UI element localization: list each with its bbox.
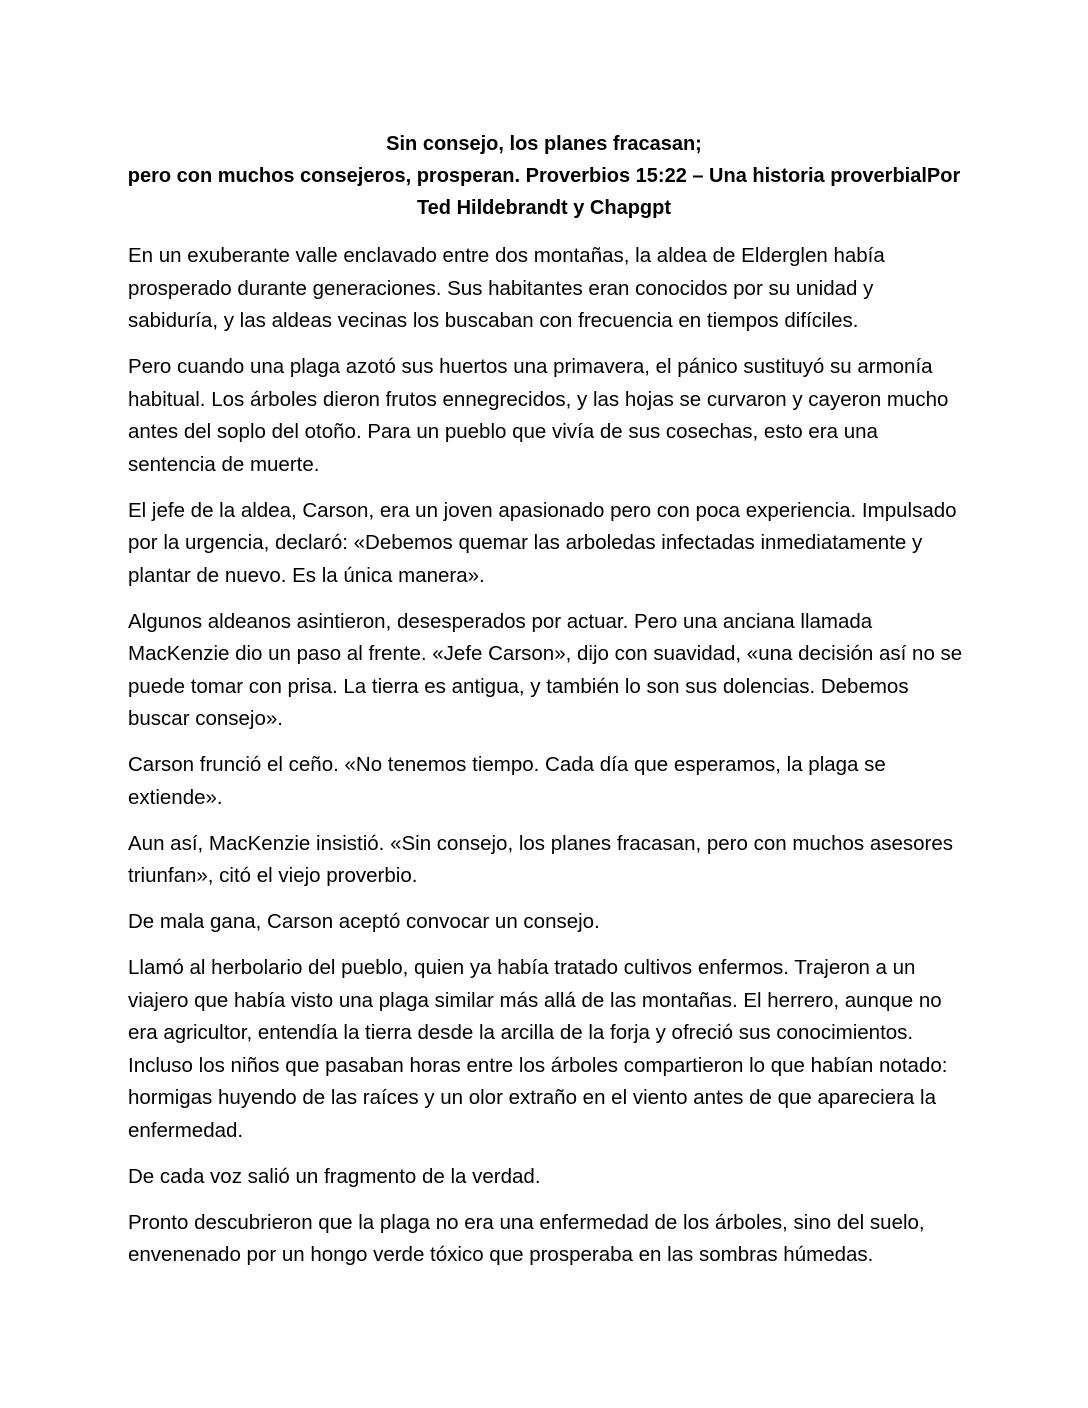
title-line-1: Sin consejo, los planes fracasan; [386, 133, 702, 155]
paragraph-8: Llamó al herbolario del pueblo, quien ya había tratado cultivos enfermos. Trajeron a un viajero que había visto una plaga similar más allá de las montañas. El herrero, aunque no era agricultor, entendía la tierra desde la arcilla de la forja y ofreció sus conocimientos. Incluso los niños que pasaban horas entre los árboles compartieron lo que habían notado: hormigas huyendo de las raíces y un olor extraño en el viento antes de que apareciera la enfermedad. [128, 956, 948, 1142]
paragraph-2: Pero cuando una plaga azotó sus huertos una primavera, el pánico sustituyó su armonía habitual. Los árboles dieron frutos ennegrecidos, y las hojas se curvaron y cayeron mucho antes del soplo del otoño. Para un pueblo que vivía de sus cosechas, esto era una sentencia de muerte. [128, 355, 949, 476]
document-title [120, 128, 968, 224]
title-line-2: pero con muchos consejeros, prosperan. Proverbios 15:22 – Una historia proverbialPor [127, 165, 961, 187]
paragraph-9: De cada voz salió un fragmento de la verdad. [128, 1164, 541, 1188]
paragraph-6: Aun así, MacKenzie insistió. «Sin consejo, los planes fracasan, pero con muchos asesores triunfan», citó el viejo proverbio. [128, 831, 953, 887]
paragraph-4: Algunos aldeanos asintieron, desesperados por actuar. Pero una anciana llamada MacKenzie dio un paso al frente. «Jefe Carson», dijo con suavidad, «una decisión así no se puede tomar con prisa. La tierra es antigua, y también lo son sus dolencias. Debemos buscar consejo». [128, 609, 963, 730]
document-body [128, 240, 966, 1285]
paragraph-3: El jefe de la aldea, Carson, era un joven apasionado pero con poca experiencia. Impulsado por la urgencia, declaró: «Debemos quemar las arboledas infectadas inmediatamente y plantar de nuevo. Es la única manera». [128, 498, 957, 587]
paragraph-7: De mala gana, Carson aceptó convocar un consejo. [128, 910, 600, 933]
paragraph-10: Pronto descubrieron que la plaga no era una enfermedad de los árboles, sino del suelo, envenenado por un hongo verde tóxico que prosperaba en las sombras húmedas. [128, 1210, 925, 1266]
paragraph-5: Carson frunció el ceño. «No tenemos tiempo. Cada día que esperamos, la plaga se extiende». [128, 753, 886, 809]
paragraph-1: En un exuberante valle enclavado entre dos montañas, la aldea de Elderglen había prosperado durante generaciones. Sus habitantes eran conocidos por su unidad y sabiduría, y las aldeas vecinas los buscaban con frecuencia en tiempos difíciles. [128, 244, 885, 332]
title-line-3: Ted Hildebrandt y Chapgpt [416, 197, 672, 219]
